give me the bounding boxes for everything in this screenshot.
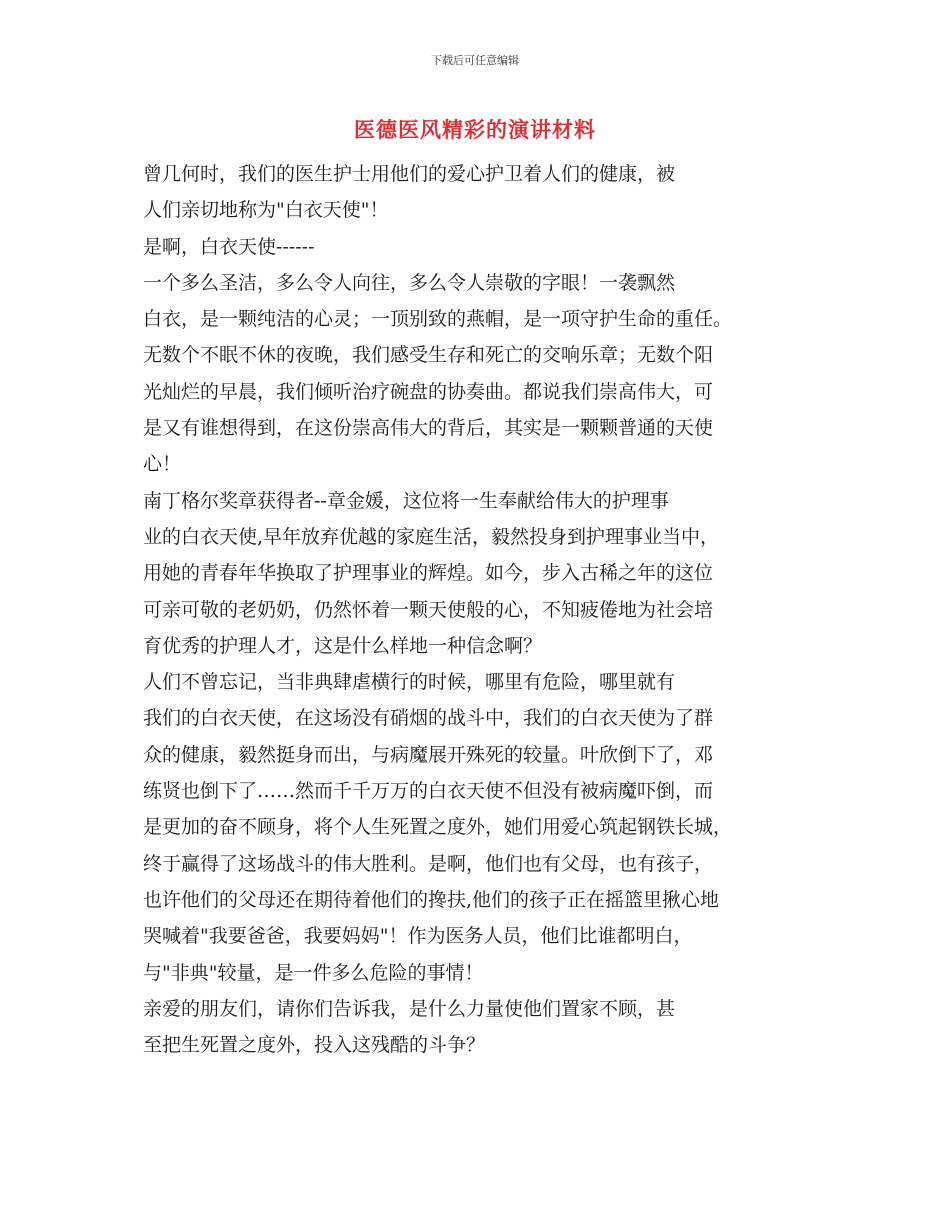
body-line: 哭喊着"我要爸爸，我要妈妈"！作为医务人员，他们比谁都明白， <box>143 925 693 948</box>
body-line: 白衣，是一颗纯洁的心灵；一顶别致的燕帽，是一项守护生命的重任。 <box>143 308 733 331</box>
body-line: 业的白衣天使,早年放弃优越的家庭生活，毅然投身到护理事业当中， <box>143 525 720 548</box>
body-line: 众的健康，毅然挺身而出，与病魔展开殊死的较量。叶欣倒下了，邓 <box>143 743 714 766</box>
body-line: 是更加的奋不顾身，将个人生死置之度外，她们用爱心筑起钢铁长城， <box>143 816 733 839</box>
body-line: 育优秀的护理人才，这是什么样地一种信念啊？ <box>143 634 543 657</box>
body-line: 也许他们的父母还在期待着他们的搀扶,他们的孩子正在摇篮里揪心地 <box>143 888 720 911</box>
body-line: 我们的白衣天使，在这场没有硝烟的战斗中，我们的白衣天使为了群 <box>143 707 714 730</box>
body-line: 终于赢得了这场战斗的伟大胜利。是啊，他们也有父母，也有孩子， <box>143 852 714 875</box>
body-line: 练贤也倒下了……然而千千万万的白衣天使不但没有被病魔吓倒，而 <box>143 780 714 803</box>
page-header: 下载后可任意编辑 <box>431 54 519 67</box>
body-line: 亲爱的朋友们，请你们告诉我，是什么力量使他们置家不顾，甚 <box>143 997 676 1020</box>
document-body <box>143 156 803 1063</box>
body-line: 至把生死置之度外，投入这残酷的斗争？ <box>143 1034 486 1057</box>
body-line: 与"非典"较量，是一件多么危险的事情！ <box>143 961 484 984</box>
body-line: 人们亲切地称为"白衣天使"！ <box>143 199 389 222</box>
body-line: 是又有谁想得到，在这份崇高伟大的背后，其实是一颗颗普通的天使 <box>143 417 714 440</box>
body-line: 一个多么圣洁，多么令人向往，多么令人崇敬的字眼！一袭飘然 <box>143 271 676 294</box>
body-line: 光灿烂的早晨，我们倾听治疗碗盘的协奏曲。都说我们崇高伟大，可 <box>143 380 714 403</box>
body-line: 人们不曾忘记，当非典肆虐横行的时候，哪里有危险，哪里就有 <box>143 671 676 694</box>
body-line: 用她的青春年华换取了护理事业的辉煌。如今，步入古稀之年的这位 <box>143 562 714 585</box>
body-line: 南丁格尔奖章获得者--章金媛，这位将一生奉献给伟大的护理事 <box>143 489 669 512</box>
body-line: 可亲可敬的老奶奶，仍然怀着一颗天使般的心，不知疲倦地为社会培 <box>143 598 714 621</box>
body-line: 是啊，白衣天使------ <box>143 235 315 258</box>
document-title: 医德医风精彩的演讲材料 <box>354 118 596 142</box>
body-line: 曾几何时，我们的医生护士用他们的爱心护卫着人们的健康，被 <box>143 163 676 185</box>
body-line: 心！ <box>143 453 182 476</box>
body-line: 无数个不眠不休的夜晚，我们感受生存和死亡的交响乐章；无数个阳 <box>143 344 714 367</box>
